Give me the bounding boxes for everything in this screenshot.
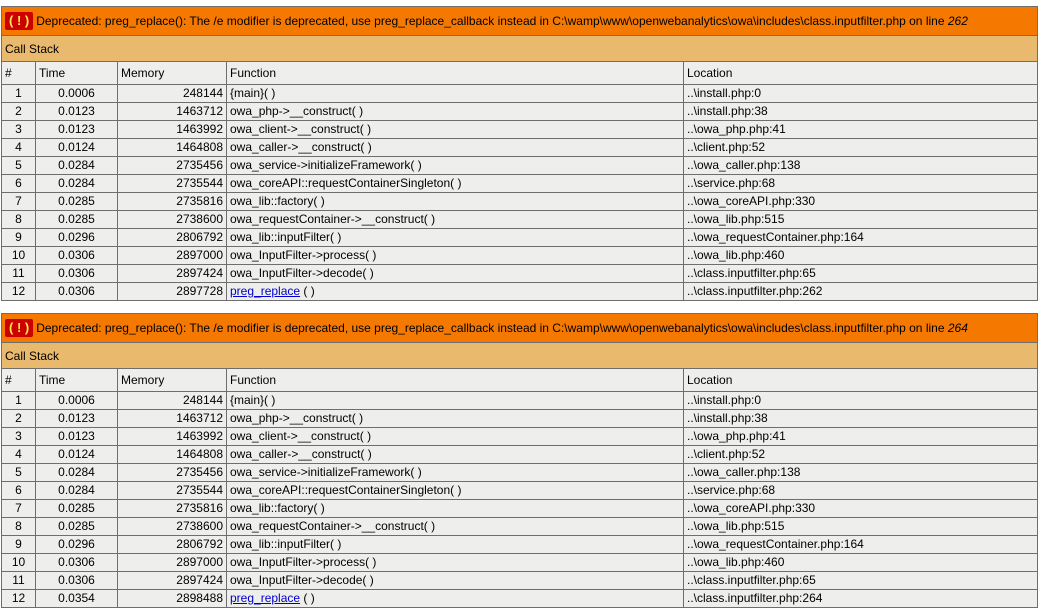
error-message-row (2, 314, 1038, 343)
cell-function: owa_coreAPI::requestContainerSingleton( ) (227, 175, 684, 193)
cell-time: 0.0306 (36, 283, 118, 301)
cell-function: owa_requestContainer->__construct( ) (227, 211, 684, 229)
cell-location: ..\service.php:68 (684, 175, 1038, 193)
table-row (2, 193, 1038, 211)
cell-function: {main}( ) (227, 392, 684, 410)
table-row (2, 283, 1038, 301)
cell-number: 5 (2, 157, 36, 175)
table-row (2, 121, 1038, 139)
cell-function (227, 283, 684, 301)
cell-location: ..\owa_requestContainer.php:164 (684, 229, 1038, 247)
cell-time: 0.0284 (36, 157, 118, 175)
cell-memory: 2806792 (118, 536, 227, 554)
cell-location: ..\owa_coreAPI.php:330 (684, 193, 1038, 211)
cell-memory: 2735544 (118, 175, 227, 193)
function-args: ( ) (300, 591, 315, 605)
cell-memory: 2806792 (118, 229, 227, 247)
cell-memory: 1463712 (118, 410, 227, 428)
cell-time: 0.0306 (36, 247, 118, 265)
cell-memory: 2898488 (118, 590, 227, 608)
warning-icon: ( ! ) (5, 12, 33, 30)
cell-location: ..\install.php:0 (684, 392, 1038, 410)
table-row (2, 157, 1038, 175)
table-row (2, 211, 1038, 229)
call-stack-title-row (2, 343, 1038, 369)
cell-memory: 2738600 (118, 211, 227, 229)
cell-location: ..\client.php:52 (684, 446, 1038, 464)
cell-time: 0.0284 (36, 482, 118, 500)
cell-memory: 1464808 (118, 446, 227, 464)
cell-time: 0.0285 (36, 518, 118, 536)
cell-function: owa_InputFilter->decode( ) (227, 265, 684, 283)
error-message[interactable] (2, 314, 1038, 343)
call-stack-title-row (2, 36, 1038, 62)
cell-memory: 2735816 (118, 500, 227, 518)
column-header-row (2, 369, 1038, 392)
table-row (2, 500, 1038, 518)
error-block (1, 313, 1038, 608)
cell-function: owa_requestContainer->__construct( ) (227, 518, 684, 536)
cell-location: ..\class.inputfilter.php:264 (684, 590, 1038, 608)
cell-number: 12 (2, 283, 36, 301)
table-row (2, 590, 1038, 608)
table-row (2, 265, 1038, 283)
cell-number: 1 (2, 85, 36, 103)
cell-time: 0.0296 (36, 229, 118, 247)
cell-time: 0.0306 (36, 554, 118, 572)
cell-number: 9 (2, 229, 36, 247)
cell-number: 6 (2, 482, 36, 500)
cell-number: 8 (2, 518, 36, 536)
cell-location: ..\install.php:0 (684, 85, 1038, 103)
call-stack-rows (2, 85, 1038, 301)
column-header-number: # (2, 369, 36, 392)
cell-function: owa_lib::inputFilter( ) (227, 229, 684, 247)
cell-location: ..\client.php:52 (684, 139, 1038, 157)
cell-time: 0.0306 (36, 572, 118, 590)
function-doc-link[interactable]: preg_replace (230, 284, 301, 298)
cell-time: 0.0006 (36, 392, 118, 410)
column-header-location: Location (684, 369, 1038, 392)
error-message-row (2, 7, 1038, 36)
cell-memory: 2897424 (118, 572, 227, 590)
cell-number: 11 (2, 265, 36, 283)
cell-function: owa_coreAPI::requestContainerSingleton( ) (227, 482, 684, 500)
cell-function: owa_client->__construct( ) (227, 428, 684, 446)
cell-memory: 2738600 (118, 518, 227, 536)
cell-memory: 248144 (118, 85, 227, 103)
cell-memory: 2735456 (118, 157, 227, 175)
cell-location: ..\install.php:38 (684, 410, 1038, 428)
cell-number: 2 (2, 103, 36, 121)
cell-time: 0.0006 (36, 85, 118, 103)
cell-location: ..\install.php:38 (684, 103, 1038, 121)
column-header-time: Time (36, 62, 118, 85)
cell-number: 7 (2, 500, 36, 518)
cell-memory: 1463712 (118, 103, 227, 121)
cell-function: owa_php->__construct( ) (227, 410, 684, 428)
cell-function: owa_service->initializeFramework( ) (227, 464, 684, 482)
cell-memory: 2735456 (118, 464, 227, 482)
cell-memory: 2735816 (118, 193, 227, 211)
cell-memory: 1463992 (118, 428, 227, 446)
cell-memory: 2897000 (118, 554, 227, 572)
cell-number: 9 (2, 536, 36, 554)
cell-memory: 248144 (118, 392, 227, 410)
column-header-function: Function (227, 369, 684, 392)
cell-function: owa_InputFilter->process( ) (227, 247, 684, 265)
call-stack-title: Call Stack (2, 36, 1038, 62)
cell-number: 1 (2, 392, 36, 410)
cell-time: 0.0123 (36, 103, 118, 121)
cell-number: 4 (2, 139, 36, 157)
cell-location: ..\service.php:68 (684, 482, 1038, 500)
column-header-function: Function (227, 62, 684, 85)
cell-time: 0.0285 (36, 211, 118, 229)
call-stack-title: Call Stack (2, 343, 1038, 369)
table-row (2, 247, 1038, 265)
table-row (2, 175, 1038, 193)
cell-location: ..\class.inputfilter.php:65 (684, 572, 1038, 590)
table-row (2, 229, 1038, 247)
column-header-memory: Memory (118, 62, 227, 85)
cell-time: 0.0354 (36, 590, 118, 608)
warning-icon: ( ! ) (5, 319, 33, 337)
table-row (2, 103, 1038, 121)
table-row (2, 518, 1038, 536)
table-row (2, 536, 1038, 554)
table-row (2, 482, 1038, 500)
cell-number: 10 (2, 247, 36, 265)
cell-location: ..\owa_caller.php:138 (684, 157, 1038, 175)
cell-number: 3 (2, 121, 36, 139)
cell-function: owa_caller->__construct( ) (227, 139, 684, 157)
cell-location: ..\class.inputfilter.php:262 (684, 283, 1038, 301)
cell-time: 0.0124 (36, 446, 118, 464)
cell-time: 0.0123 (36, 410, 118, 428)
cell-location: ..\owa_lib.php:515 (684, 211, 1038, 229)
cell-time: 0.0285 (36, 500, 118, 518)
cell-function: owa_service->initializeFramework( ) (227, 157, 684, 175)
cell-function: owa_InputFilter->process( ) (227, 554, 684, 572)
call-stack-rows (2, 392, 1038, 608)
error-text: Deprecated: preg_replace(): The /e modifier is deprecated, use preg_replace_callback instead in C:\wamp\www\openwebanalytics\owa\includes\class.inputfilter.php on line (36, 14, 948, 28)
cell-number: 12 (2, 590, 36, 608)
column-header-number: # (2, 62, 36, 85)
cell-time: 0.0124 (36, 139, 118, 157)
cell-function: {main}( ) (227, 85, 684, 103)
error-message[interactable] (2, 7, 1038, 36)
error-text: Deprecated: preg_replace(): The /e modifier is deprecated, use preg_replace_callback instead in C:\wamp\www\openwebanalytics\owa\includes\class.inputfilter.php on line (36, 321, 948, 335)
cell-location: ..\owa_coreAPI.php:330 (684, 500, 1038, 518)
cell-time: 0.0123 (36, 121, 118, 139)
table-row (2, 428, 1038, 446)
cell-number: 6 (2, 175, 36, 193)
column-header-location: Location (684, 62, 1038, 85)
cell-function: owa_caller->__construct( ) (227, 446, 684, 464)
cell-number: 8 (2, 211, 36, 229)
cell-time: 0.0306 (36, 265, 118, 283)
table-row (2, 410, 1038, 428)
cell-location: ..\owa_php.php:41 (684, 428, 1038, 446)
cell-function: owa_client->__construct( ) (227, 121, 684, 139)
table-row (2, 446, 1038, 464)
table-row (2, 464, 1038, 482)
error-block (1, 6, 1038, 301)
cell-location: ..\owa_lib.php:515 (684, 518, 1038, 536)
table-row (2, 554, 1038, 572)
cell-number: 5 (2, 464, 36, 482)
cell-function (227, 590, 684, 608)
cell-function: owa_lib::factory( ) (227, 193, 684, 211)
cell-location: ..\owa_lib.php:460 (684, 247, 1038, 265)
cell-number: 2 (2, 410, 36, 428)
function-args: ( ) (300, 284, 315, 298)
table-row (2, 572, 1038, 590)
cell-memory: 2897424 (118, 265, 227, 283)
cell-time: 0.0123 (36, 428, 118, 446)
error-line-number: 264 (947, 321, 968, 335)
table-row (2, 85, 1038, 103)
cell-function: owa_lib::factory( ) (227, 500, 684, 518)
cell-function: owa_lib::inputFilter( ) (227, 536, 684, 554)
cell-time: 0.0296 (36, 536, 118, 554)
function-doc-link[interactable]: preg_replace (230, 591, 301, 605)
cell-number: 10 (2, 554, 36, 572)
cell-time: 0.0284 (36, 175, 118, 193)
cell-memory: 2735544 (118, 482, 227, 500)
table-row (2, 392, 1038, 410)
cell-memory: 2897000 (118, 247, 227, 265)
cell-location: ..\owa_php.php:41 (684, 121, 1038, 139)
error-line-number: 262 (947, 14, 968, 28)
cell-number: 7 (2, 193, 36, 211)
cell-number: 3 (2, 428, 36, 446)
cell-location: ..\owa_lib.php:460 (684, 554, 1038, 572)
table-row (2, 139, 1038, 157)
cell-time: 0.0284 (36, 464, 118, 482)
cell-location: ..\class.inputfilter.php:65 (684, 265, 1038, 283)
cell-number: 4 (2, 446, 36, 464)
cell-memory: 2897728 (118, 283, 227, 301)
cell-location: ..\owa_caller.php:138 (684, 464, 1038, 482)
column-header-time: Time (36, 369, 118, 392)
cell-memory: 1464808 (118, 139, 227, 157)
cell-number: 11 (2, 572, 36, 590)
cell-location: ..\owa_requestContainer.php:164 (684, 536, 1038, 554)
column-header-memory: Memory (118, 369, 227, 392)
cell-function: owa_InputFilter->decode( ) (227, 572, 684, 590)
cell-time: 0.0285 (36, 193, 118, 211)
cell-function: owa_php->__construct( ) (227, 103, 684, 121)
cell-memory: 1463992 (118, 121, 227, 139)
column-header-row (2, 62, 1038, 85)
